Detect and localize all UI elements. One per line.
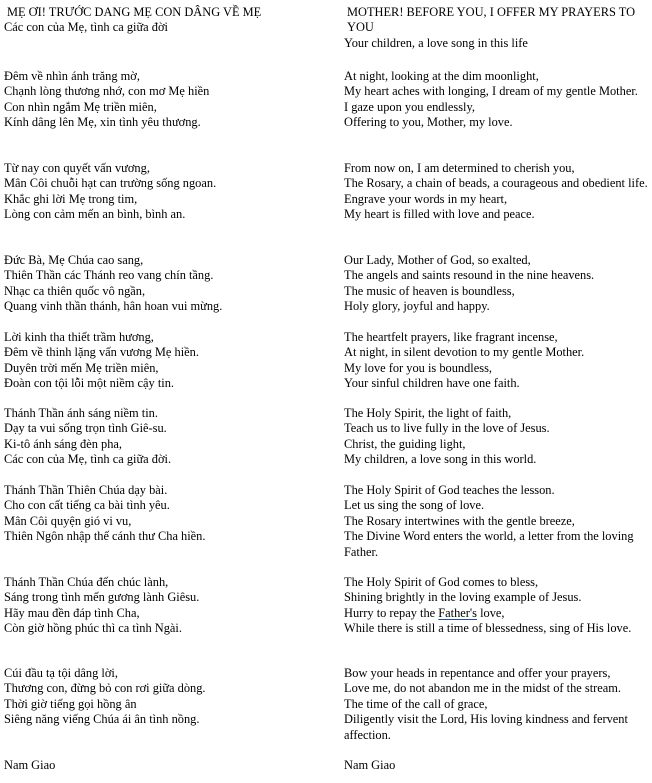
vietnamese-line: Thiên Thần các Thánh reo vang chín tầng. [4,268,214,283]
vietnamese-stanza-2 [4,69,334,131]
vietnamese-line: Đoàn con tội lỗi một niềm cậy tin. [4,376,174,391]
english-line: Nam Giao [344,758,396,772]
vietnamese-line: Dạy ta vui sống trọn tình Giê-su. [4,421,167,436]
vietnamese-line: Thiên Ngôn nhập thế cánh thư Cha hiền. [4,529,206,544]
vietnamese-stanza-10 [4,758,334,773]
vietnamese-stanza-7 [4,483,334,545]
english-line: At night, in silent devotion to my gentle Mother. [344,345,585,360]
english-stanza-2 [344,69,649,131]
english-line: My heart aches with longing, I dream of my gentle Mother. [344,84,638,99]
vietnamese-column [4,5,334,772]
english-line: The Divine Word enters the world, a letter from the loving Father. [344,529,634,559]
english-stanza-4 [344,253,649,315]
vietnamese-line: Nhạc ca thiên quốc vô ngần, [4,283,146,298]
english-stanza-10 [344,758,649,773]
english-stanza-9 [344,666,649,743]
vietnamese-line: Còn giờ hồng phúc thì ca tình Ngài. [4,621,182,636]
underlined-word: Father's [438,605,477,620]
vietnamese-line: Kính dâng lên Mẹ, xin tình yêu thương. [4,115,201,130]
english-line: The Holy Spirit of God comes to bless, [344,575,539,589]
vietnamese-line: Quang vinh thần thánh, hân hoan vui mừng. [4,299,223,314]
vietnamese-line: Các con của Mẹ, tình ca giữa đời. [4,452,172,467]
english-line: The time of the call of grace, [344,696,488,711]
vietnamese-line: Mân Côi quyện gió vi vu, [4,513,132,528]
vietnamese-stanza-1 [4,20,334,35]
english-line: The heartfelt prayers, like fragrant incense, [344,330,558,344]
vietnamese-line: Đức Bà, Mẹ Chúa cao sang, [4,253,144,267]
english-line: My love for you is boundless, [344,360,492,375]
english-line: Christ, the guiding light, [344,436,466,451]
english-line: Your children, a love song in this life [344,36,528,50]
vietnamese-line: Từ nay con quyết vấn vương, [4,161,150,175]
english-line: Engrave your words in my heart, [344,191,508,206]
english-line: While there is still a time of blessedness, sing of His love. [344,621,632,636]
english-line: My children, a love song in this world. [344,452,537,467]
english-line: My heart is filled with love and peace. [344,207,535,222]
english-line: Our Lady, Mother of God, so exalted, [344,253,531,267]
english-line: I gaze upon you endlessly, [344,99,475,114]
vietnamese-line: Sáng trong tình mến gương lành Giêsu. [4,590,200,605]
english-line: Bow your heads in repentance and offer your prayers, [344,666,611,680]
vietnamese-line: Các con của Mẹ, tình ca giữa đời [4,20,168,34]
vietnamese-stanza-5 [4,330,334,392]
vietnamese-stanza-8 [4,575,334,637]
vietnamese-stanza-6 [4,406,334,468]
english-line: The angels and saints resound in the nine heavens. [344,268,595,283]
english-stanza-5 [344,330,649,392]
english-line: Your sinful children have one faith. [344,376,520,391]
vietnamese-line: Đêm về thinh lặng vấn vương Mẹ hiền. [4,345,199,360]
english-line: The Rosary, a chain of beads, a courageous and obedient life. [344,176,648,191]
english-line: Diligently visit the Lord, His loving kindness and fervent affection. [344,712,628,742]
vietnamese-title: MẸ ƠI! TRƯỚC DANG MẸ CON DÂNG VỀ MẸ [7,5,262,19]
vietnamese-stanza-9 [4,666,334,728]
vietnamese-line: Cúi đầu tạ tội dâng lời, [4,666,118,680]
vietnamese-line: Lòng con cảm mến an bình, bình an. [4,207,186,222]
english-stanza-1 [344,36,649,51]
english-line: From now on, I am determined to cherish you, [344,161,575,175]
vietnamese-stanza-3 [4,161,334,223]
english-stanza-6 [344,406,649,468]
english-line: The Holy Spirit, the light of faith, [344,406,512,420]
english-column [344,5,649,772]
english-line: At night, looking at the dim moonlight, [344,69,539,83]
vietnamese-line: Con nhìn ngắm Mẹ triền miên, [4,99,157,114]
vietnamese-line: Khắc ghi lời Mẹ trong tim, [4,191,138,206]
vietnamese-line: Thánh Thần Chúa đến chúc lành, [4,575,169,589]
vietnamese-stanza-4 [4,253,334,315]
english-line: Shining brightly in the loving example of Jesus. [344,590,582,605]
english-stanza-8 [344,575,649,637]
english-line: The music of heaven is boundless, [344,283,515,298]
vietnamese-line: Cho con cất tiếng ca bài tình yêu. [4,498,170,513]
english-stanza-3 [344,161,649,223]
vietnamese-line: Thánh Thần ánh sáng niềm tin. [4,406,158,420]
english-line: The Holy Spirit of God teaches the lesson. [344,483,555,497]
vietnamese-line: Ki-tô ánh sáng đèn pha, [4,436,123,451]
vietnamese-line: Thương con, đừng bỏ con rơi giữa dòng. [4,681,206,696]
english-title: MOTHER! BEFORE YOU, I OFFER MY PRAYERS TO YOU [347,5,636,35]
vietnamese-line: Chạnh lòng thương nhớ, con mơ Mẹ hiền [4,84,210,99]
vietnamese-line: Nam Giao [4,758,56,772]
vietnamese-line: Đêm về nhìn ánh trăng mờ, [4,69,140,83]
english-line: Let us sing the song of love. [344,498,485,513]
vietnamese-line: Hãy mau đền đáp tình Cha, [4,605,140,620]
english-line: Holy glory, joyful and happy. [344,299,490,314]
english-line: Offering to you, Mother, my love. [344,115,513,130]
vietnamese-line: Siêng năng viếng Chúa ái ân tình nồng. [4,712,200,727]
vietnamese-line: Duyên trời mến Mẹ triền miên, [4,360,159,375]
english-line: The Rosary intertwines with the gentle breeze, [344,513,575,528]
english-stanza-7 [344,483,649,560]
english-line: Hurry to repay the Father's love, [344,605,505,620]
vietnamese-line: Lời kinh tha thiết trầm hương, [4,330,154,344]
english-line: Teach us to live fully in the love of Jesus. [344,421,550,436]
english-line: Love me, do not abandon me in the midst of the stream. [344,681,622,696]
vietnamese-line: Thời giờ tiếng gọi hồng ân [4,696,137,711]
vietnamese-line: Mân Côi chuỗi hạt can trường sống ngoan. [4,176,217,191]
vietnamese-line: Thánh Thần Thiên Chúa dạy bài. [4,483,168,497]
